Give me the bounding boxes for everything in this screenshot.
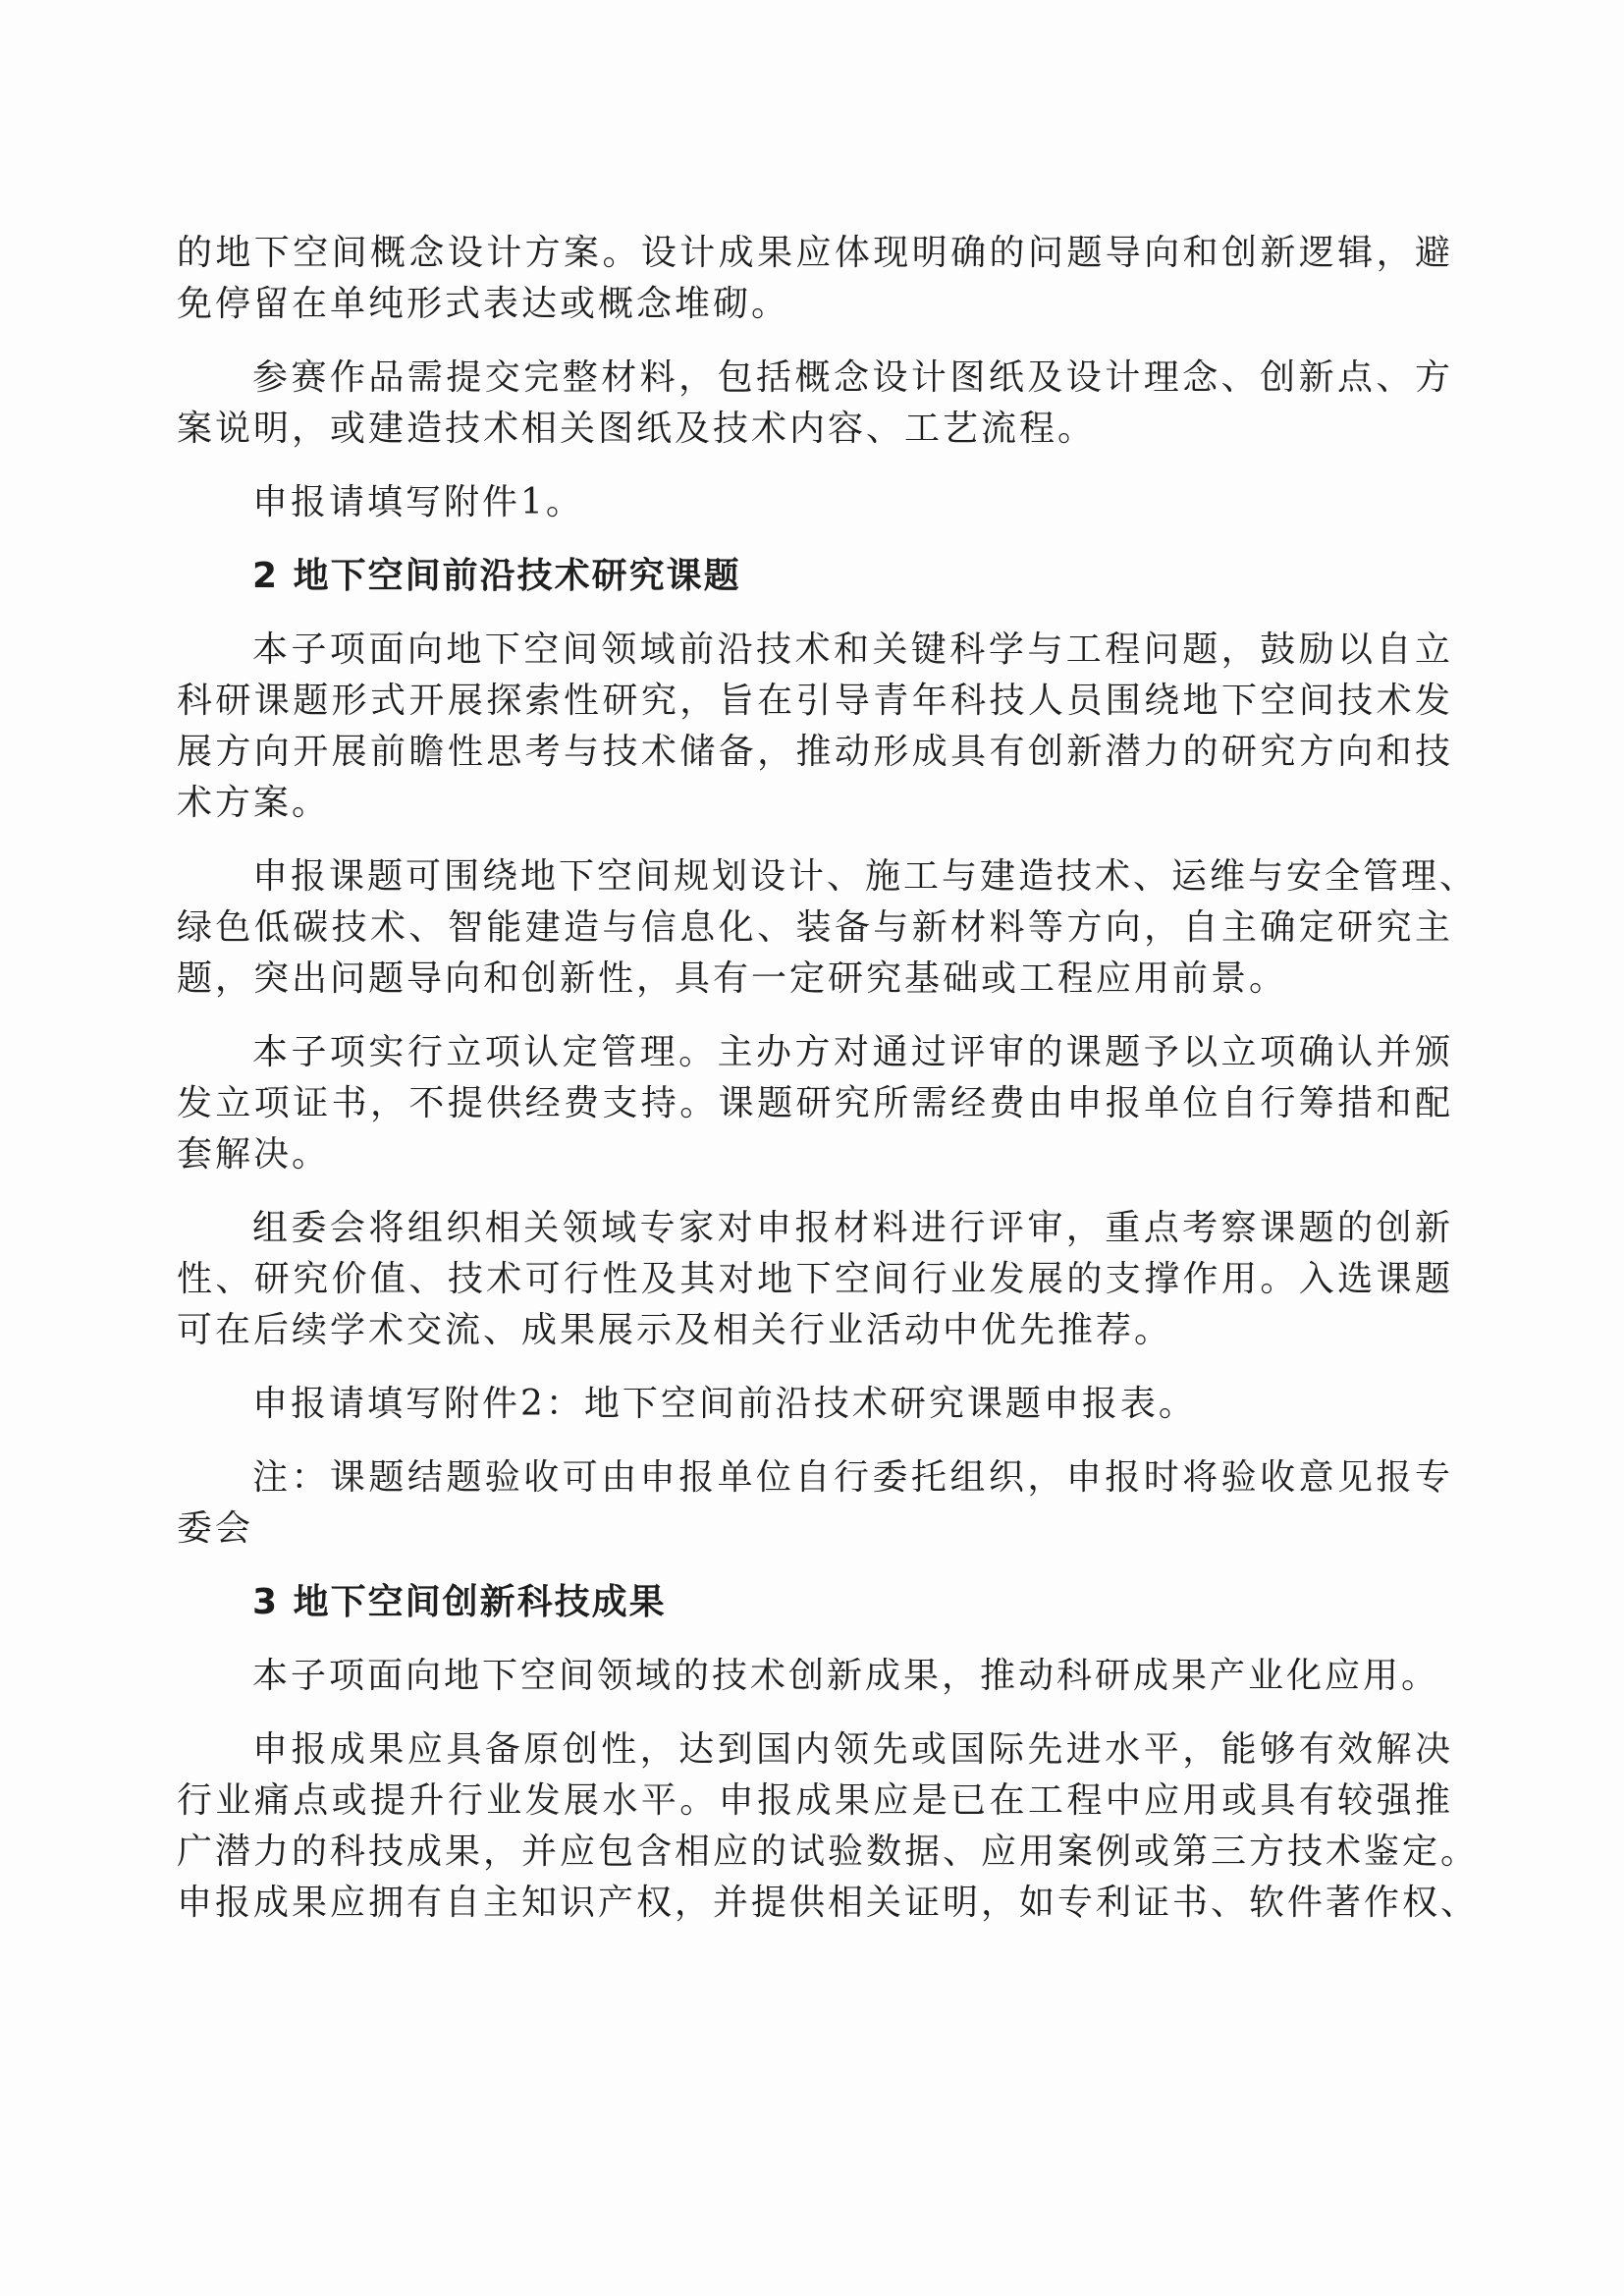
heading-text: 2 地下空间前沿技术研究课题 xyxy=(252,556,741,596)
text-line: 行业痛点或提升行业发展水平。申报成果应是已在工程中应用或具有较强推 xyxy=(177,1780,1453,1821)
paragraph xyxy=(177,228,1453,330)
text-line: 套解决。 xyxy=(177,1134,331,1175)
paragraph xyxy=(177,1027,1453,1180)
paragraph xyxy=(177,353,1453,455)
text-line: 绿色低碳技术、智能建造与信息化、装备与新材料等方向，自主确定研究主 xyxy=(177,907,1453,948)
text-line: 本子项面向地下空间领域的技术创新成果，推动科研成果产业化应用。 xyxy=(252,1656,1440,1696)
paragraph xyxy=(177,851,1479,1005)
text-line: 注：课题结题验收可由申报单位自行委托组织，申报时将验收意见报专 xyxy=(252,1457,1453,1498)
section-heading xyxy=(177,551,1453,602)
text-line: 科研课题形式开展探索性研究，旨在引导青年科技人员围绕地下空间技术发 xyxy=(177,681,1453,721)
text-line: 的地下空间概念设计方案。设计成果应体现明确的问题导向和创新逻辑，避 xyxy=(177,233,1453,273)
paragraph xyxy=(177,1724,1480,1929)
heading-text: 3 地下空间创新科技成果 xyxy=(252,1582,667,1622)
text-line: 免停留在单纯形式表达或概念堆砌。 xyxy=(177,284,790,324)
section-heading xyxy=(177,1577,1453,1628)
text-line: 申报成果应具备原创性，达到国内领先或国际先进水平，能够有效解决 xyxy=(252,1729,1453,1770)
text-line: 本子项实行立项认定管理。主办方对通过评审的课题予以立项确认并颁 xyxy=(252,1032,1453,1072)
text-line: 参赛作品需提交完整材料，包括概念设计图纸及设计理念、创新点、方 xyxy=(252,357,1453,398)
text-line: 发立项证书，不提供经费支持。课题研究所需经费由申报单位自行筹措和配 xyxy=(177,1083,1453,1123)
text-line: 广潜力的科技成果，并应包含相应的试验数据、应用案例或第三方技术鉴定。 xyxy=(177,1831,1480,1872)
text-line: 题，突出问题导向和创新性，具有一定研究基础或工程应用前景。 xyxy=(177,958,1288,999)
paragraph xyxy=(177,1203,1453,1356)
paragraph xyxy=(177,625,1453,829)
text-line: 展方向开展前瞻性思考与技术储备，推动形成具有创新潜力的研究方向和技 xyxy=(177,732,1453,772)
text-line: 组委会将组织相关领域专家对申报材料进行评审，重点考察课题的创新 xyxy=(252,1208,1453,1248)
paragraph xyxy=(177,1651,1453,1702)
text-line: 性、研究价值、技术可行性及其对地下空间行业发展的支撑作用。入选课题 xyxy=(177,1259,1453,1299)
text-line: 申报请填写附件1。 xyxy=(252,482,584,522)
document-body xyxy=(177,228,1480,1929)
text-line: 可在后续学术交流、成果展示及相关行业活动中优先推荐。 xyxy=(177,1310,1173,1350)
text-line: 申报成果应拥有自主知识产权，并提供相关证明，如专利证书、软件著作权、 xyxy=(177,1883,1480,1923)
text-line: 委会 xyxy=(177,1508,254,1549)
paragraph xyxy=(177,477,1453,528)
paragraph xyxy=(177,1379,1453,1430)
paragraph xyxy=(177,1452,1453,1555)
text-line: 本子项面向地下空间领域前沿技术和关键科学与工程问题，鼓励以自立 xyxy=(252,629,1453,670)
text-line: 申报课题可围绕地下空间规划设计、施工与建造技术、运维与安全管理、 xyxy=(252,856,1479,897)
text-line: 案说明，或建造技术相关图纸及技术内容、工艺流程。 xyxy=(177,409,1097,449)
text-line: 申报请填写附件2：地下空间前沿技术研究课题申报表。 xyxy=(252,1384,1197,1424)
text-line: 术方案。 xyxy=(177,783,331,823)
